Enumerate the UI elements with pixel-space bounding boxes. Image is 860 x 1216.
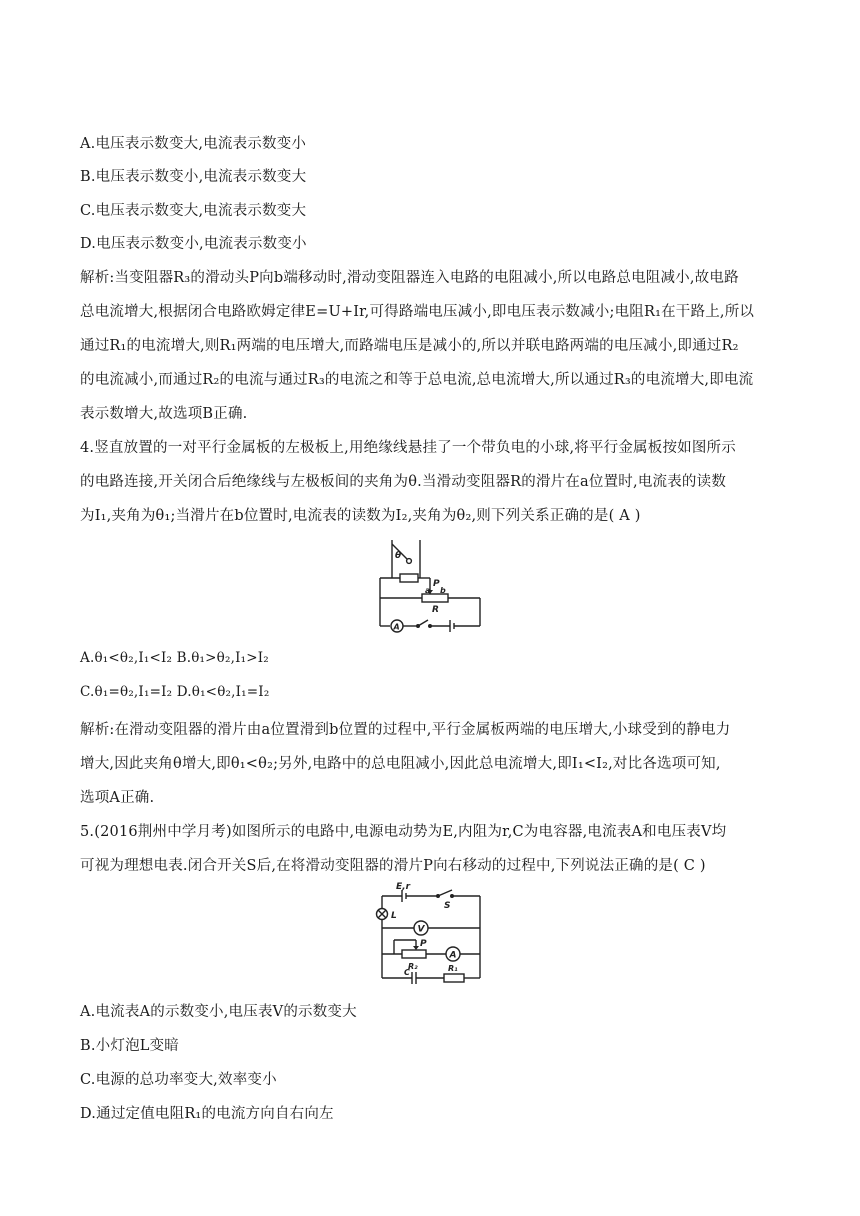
q5-label-s: S xyxy=(444,901,451,911)
q3-analysis-line: 解析:当变阻器R₃的滑动头P向b端移动时,滑动变阻器连入电路的电阻减小,所以电路总电阻减小,故电路 xyxy=(80,270,739,286)
q4-stem-line: 4.竖直放置的一对平行金属板的左极板上,用绝缘线悬挂了一个带负电的小球,将平行金属板按如图所示 xyxy=(80,440,736,456)
q5-label-p: P xyxy=(420,939,427,949)
q3-option-a: A.电压表示数变大,电流表示数变小 xyxy=(80,136,307,152)
q5-ammeter-icon: A xyxy=(449,950,457,961)
q5-option-a: A.电流表A的示数变小,电压表V的示数变大 xyxy=(80,1004,357,1020)
q5-label-r2: R₂ xyxy=(408,962,418,971)
q5-option-b: B.小灯泡L变暗 xyxy=(80,1038,179,1054)
q5-label-c: C xyxy=(404,968,410,977)
q5-option-d: D.通过定值电阻R₁的电流方向自右向左 xyxy=(80,1106,334,1122)
q4-analysis-line: 增大,因此夹角θ增大,即θ₁<θ₂;另外,电路中的总电阻减小,因此总电流增大,即I₁<I₂,对比各选项可知, xyxy=(80,756,721,772)
q4-label-r: R xyxy=(432,605,439,615)
q4-label-b: b xyxy=(440,586,446,595)
q5-label-l: L xyxy=(391,911,397,921)
q5-stem-line: 5.(2016荆州中学月考)如图所示的电路中,电源电动势为E,内阻为r,C为电容器,电流表A和电压表V均 xyxy=(80,824,727,840)
q3-option-c: C.电压表示数变大,电流表示数变大 xyxy=(80,203,307,219)
q3-analysis-line: 表示数增大,故选项B正确. xyxy=(80,406,248,422)
q4-label-theta: θ xyxy=(395,551,402,561)
q5-option-c: C.电源的总功率变大,效率变小 xyxy=(80,1072,277,1088)
q4-options-row-2: C.θ₁=θ₂,I₁=I₂ D.θ₁<θ₂,I₁=I₂ xyxy=(80,684,270,700)
q3-option-b: B.电压表示数变小,电流表示数变大 xyxy=(80,169,307,185)
q4-circuit-figure xyxy=(374,534,486,634)
q5-voltmeter-icon: V xyxy=(417,924,425,935)
q3-analysis-line: 的电流减小,而通过R₂的电流与通过R₃的电流之和等于总电流,总电流增大,所以通过R₃的电流增大,即电流 xyxy=(80,372,754,388)
q4-analysis-line: 选项A正确. xyxy=(80,790,155,806)
q4-options-row-1: A.θ₁<θ₂,I₁<I₂ B.θ₁>θ₂,I₁>I₂ xyxy=(80,650,269,666)
q4-analysis-line: 解析:在滑动变阻器的滑片由a位置滑到b位置的过程中,平行金属板两端的电压增大,小球受到的静电力 xyxy=(80,722,731,738)
q4-label-a: a xyxy=(425,586,431,595)
q5-stem-line: 可视为理想电表.闭合开关S后,在将滑动变阻器的滑片P向右移动的过程中,下列说法正确的是( C ) xyxy=(80,858,706,874)
q3-option-d: D.电压表示数变小,电流表示数变小 xyxy=(80,236,307,252)
q4-stem-line: 为I₁,夹角为θ₁;当滑片在b位置时,电流表的读数为I₂,夹角为θ₂,则下列关系正确的是( A ) xyxy=(80,508,641,524)
q4-stem-line: 的电路连接,开关闭合后绝缘线与左极板间的夹角为θ.当滑动变阻器R的滑片在a位置时,电流表的读数 xyxy=(80,474,727,490)
q4-ammeter-icon: A xyxy=(393,622,400,632)
q3-analysis-line: 通过R₁的电流增大,则R₁两端的电压增大,而路端电压是减小的,所以并联电路两端的电压减小,即通过R₂ xyxy=(80,338,739,354)
q5-label-er: E,r xyxy=(396,882,411,892)
q5-circuit-figure xyxy=(372,880,488,986)
q4-label-p: P xyxy=(433,579,440,589)
q3-analysis-line: 总电流增大,根据闭合电路欧姆定律E=U+Ir,可得路端电压减小,即电压表示数减小;电阻R₁在干路上,所以 xyxy=(80,304,755,320)
q5-label-r1: R₁ xyxy=(448,964,458,973)
